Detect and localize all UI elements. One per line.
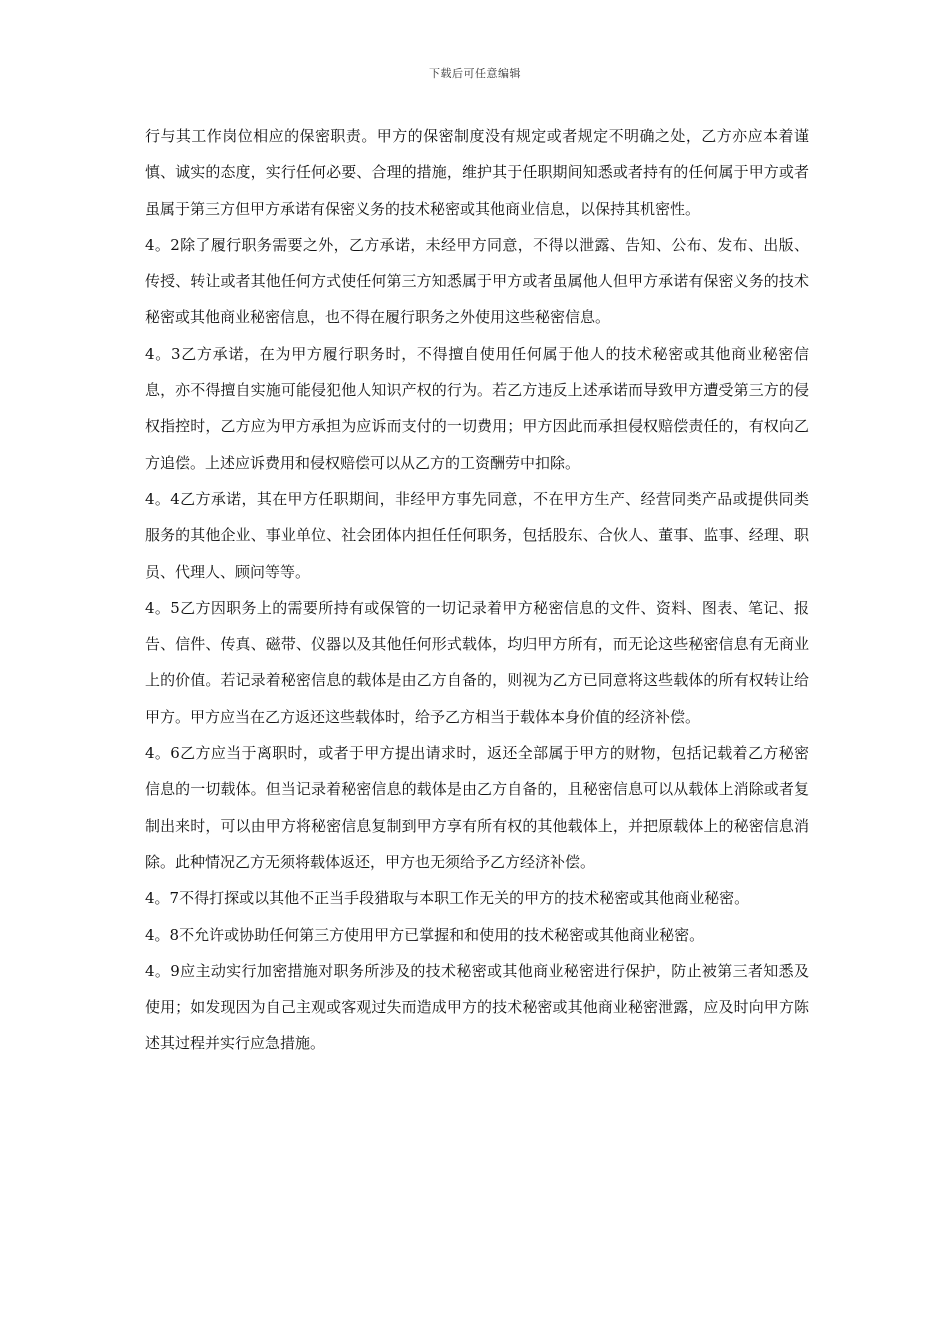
clause-4-7: 4。7不得打探或以其他不正当手段猎取与本职工作无关的甲方的技术秘密或其他商业秘密。	[145, 889, 750, 908]
document-body	[145, 118, 809, 1062]
clause-4-6: 4。6乙方应当于离职时，或者于甲方提出请求时，返还全部属于甲方的财物，包括记载着乙方秘密信息的一切载体。但当记录着秘密信息的载体是由乙方自备的，且秘密信息可以从载体上消除或者复制出来时，可以由甲方将秘密信息复制到甲方享有所有权的其他载体上，并把原载体上的秘密信息消除。此种情况乙方无须将载体返还，甲方也无须给予乙方经济补偿。	[145, 744, 809, 871]
page-header: 下载后可任意编辑	[429, 67, 521, 80]
clause-4-4: 4。4乙方承诺，其在甲方任职期间，非经甲方事先同意，不在甲方生产、经营同类产品或提供同类服务的其他企业、事业单位、社会团体内担任任何职务，包括股东、合伙人、董事、监事、经理、职员、代理人、顾问等等。	[145, 489, 809, 581]
paragraph-continuation: 行与其工作岗位相应的保密职责。甲方的保密制度没有规定或者规定不明确之处，乙方亦应本着谨慎、诚实的态度，实行任何必要、合理的措施，维护其于任职期间知悉或者持有的任何属于甲方或者虽属于第三方但甲方承诺有保密义务的技术秘密或其他商业信息，以保持其机密性。	[145, 127, 809, 218]
clause-4-2: 4。2除了履行职务需要之外，乙方承诺，未经甲方同意，不得以泄露、告知、公布、发布、出版、传授、转让或者其他任何方式使任何第三方知悉属于甲方或者虽属他人但甲方承诺有保密义务的技术秘密或其他商业秘密信息，也不得在履行职务之外使用这些秘密信息。	[145, 235, 809, 327]
clause-4-9: 4。9应主动实行加密措施对职务所涉及的技术秘密或其他商业秘密进行保护，防止被第三者知悉及使用；如发现因为自己主观或客观过失而造成甲方的技术秘密或其他商业秘密泄露，应及时向甲方陈述其过程并实行应急措施。	[145, 961, 809, 1053]
clause-4-8: 4。8不允许或协助任何第三方使用甲方已掌握和和使用的技术秘密或其他商业秘密。	[145, 925, 705, 944]
clause-4-3: 4。3乙方承诺，在为甲方履行职务时，不得擅自使用任何属于他人的技术秘密或其他商业秘密信息，亦不得擅自实施可能侵犯他人知识产权的行为。若乙方违反上述承诺而导致甲方遭受第三方的侵权指控时，乙方应为甲方承担为应诉而支付的一切费用；甲方因此而承担侵权赔偿责任的，有权向乙方追偿。上述应诉费用和侵权赔偿可以从乙方的工资酬劳中扣除。	[145, 344, 809, 472]
clause-4-5: 4。5乙方因职务上的需要所持有或保管的一切记录着甲方秘密信息的文件、资料、图表、笔记、报告、信件、传真、磁带、仪器以及其他任何形式载体，均归甲方所有，而无论这些秘密信息有无商业上的价值。若记录着秘密信息的载体是由乙方自备的，则视为乙方已同意将这些载体的所有权转让给甲方。甲方应当在乙方返还这些载体时，给予乙方相当于载体本身价值的经济补偿。	[145, 598, 809, 726]
